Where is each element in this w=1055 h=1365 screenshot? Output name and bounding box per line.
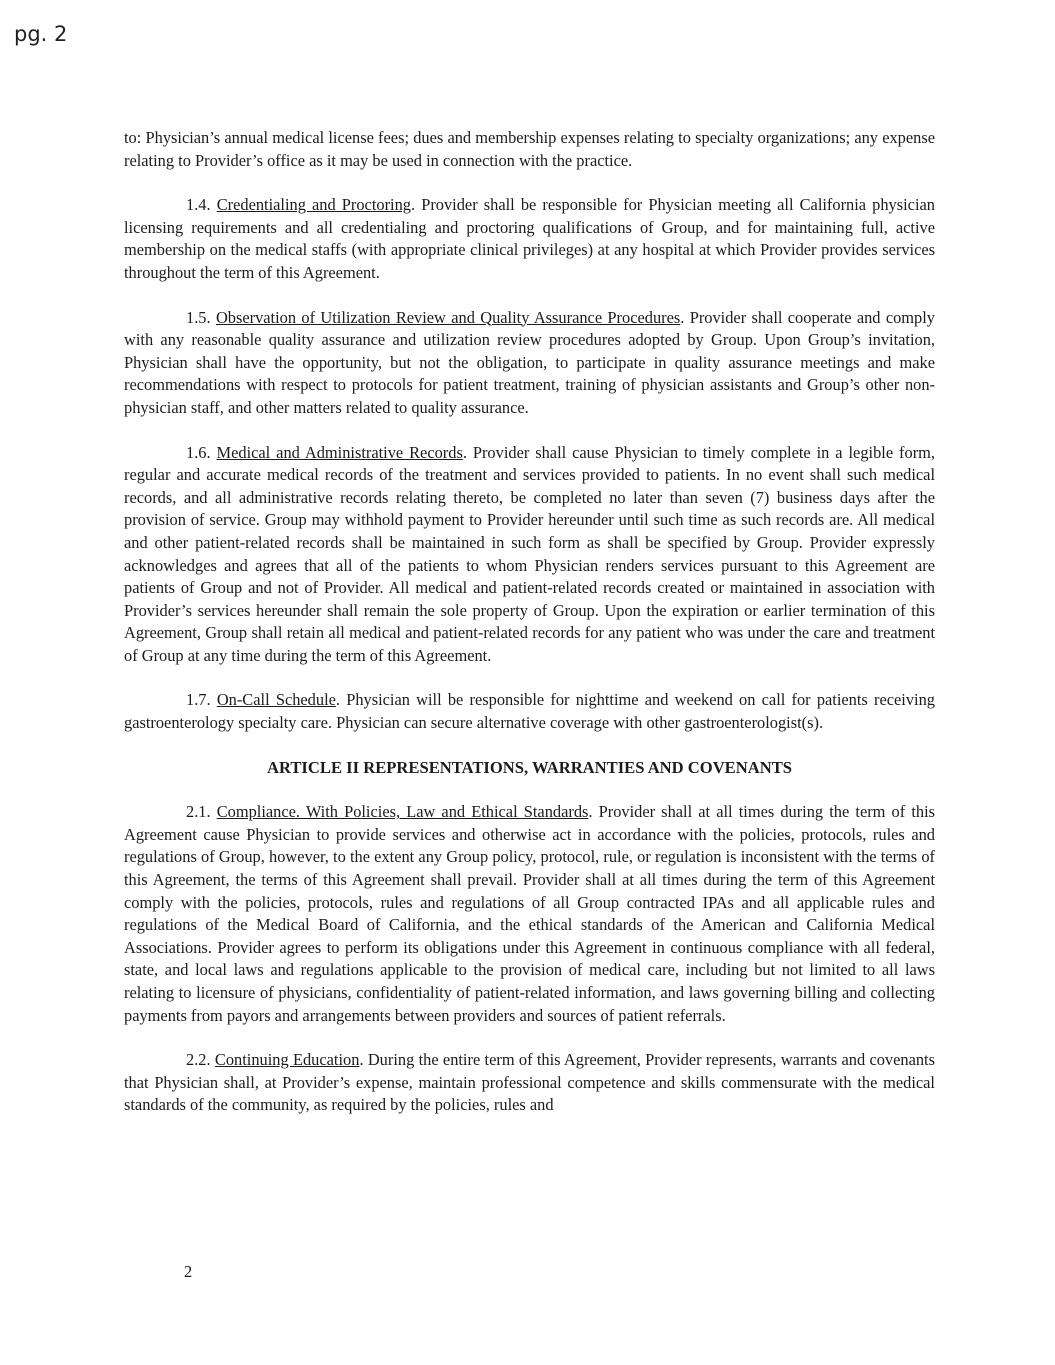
section-1-4 (124, 194, 935, 284)
section-number: 1.4. (186, 195, 211, 215)
section-title: On-Call Schedule (216, 690, 336, 710)
section-1-5 (124, 307, 935, 420)
section-title: Medical and Administrative Records (216, 442, 463, 462)
section-text: . Provider shall at all times during the term of this Agreement cause Physician to provide services and otherwise act in accordance with the policies, protocols, rules and regulations of Group, however, to the extent any Group policy, protocol, rule, or regulation is inconsistent with the terms of this Agreement, the terms of this Agreement shall prevail. Provider shall at all times during the term of this Agreement comply with the policies, protocols, rules and regulations of all Group contracted IPAs and all applicable rules and regulations of the Medical Board of California, and the ethical standards of the American and California Medical Associations. Provider agrees to perform its obligations under this Agreement in continuous compliance with all federal, state, and local laws and regulations applicable to the provision of medical care, including but not limited to all laws relating to licensure of physicians, confidentiality of patient-related information, and laws governing billing and collecting payments from payors and arrangements between providers and sources of patient referrals. (124, 802, 935, 1025)
section-number: 1.6. (186, 442, 211, 462)
paragraph-text: to: Physician’s annual medical license fees; dues and membership expenses relating to specialty organizations; any expense relating to Provider’s office as it may be used in connection with the practice. (124, 128, 935, 170)
section-text: . During the entire term of this Agreement, Provider represents, warrants and covenants that Physician shall, at Provider’s expense, maintain professional competence and skills commensurate with the medical standards of the community, as required by the policies, rules and (124, 1050, 935, 1115)
section-number: 2.2. (186, 1050, 211, 1070)
page-number: 2 (184, 1262, 193, 1281)
section-number: 1.7. (186, 690, 211, 710)
document-body (124, 127, 935, 1139)
section-text: . Provider shall cooperate and comply with any reasonable quality assurance and utilization review procedures adopted by Group. Upon Group’s invitation, Physician shall have the opportunity, but not the obligation, to participate in quality assurance meetings and make recommendations with respect to protocols for patient treatment, training of physician assistants and Group’s other non-physician staff, and other matters related to quality assurance. (124, 307, 935, 417)
section-1-6 (124, 442, 935, 668)
section-text: . Provider shall be responsible for Physician meeting all California physician licensing requirements and all credentialing and proctoring qualifications of Group, and for maintaining full, active membership on the medical staffs (with appropriate clinical privileges) at any hospital at which Provider provides services throughout the term of this Agreement. (124, 195, 935, 282)
section-number: 1.5. (186, 307, 211, 327)
section-title: Observation of Utilization Review and Quality Assurance Procedures (215, 307, 681, 327)
section-1-7 (124, 689, 935, 734)
section-text: . Physician will be responsible for nighttime and weekend on call for patients receiving gastroenterology specialty care. Physician can secure alternative coverage with other gastroenterologist(s). (124, 690, 935, 733)
section-title: Continuing Education (214, 1050, 360, 1070)
article-heading: ARTICLE II REPRESENTATIONS, WARRANTIES AND COVENANTS (266, 757, 792, 777)
section-number: 2.1. (186, 802, 211, 822)
section-2-2 (124, 1049, 935, 1117)
section-text: . Provider shall cause Physician to timely complete in a legible form, regular and accurate medical records of the treatment and services provided to patients. In no event shall such medical records, and all administrative records relating thereto, be completed no later than seven (7) business days after the provision of service. Group may withhold payment to Provider hereunder until such time as such records are. All medical and other patient-related records shall be maintained in such form as shall be specified by Group. Provider expressly acknowledges and agrees that all of the patients to whom Physician renders services pursuant to this Agreement are patients of Group and not of Provider. All medical and patient-related records created or maintained in association with Provider’s services hereunder shall remain the sole property of Group. Upon the expiration or earlier termination of this Agreement, Group shall retain all medical and patient-related records for any patient who was under the care and treatment of Group at any time during the term of this Agreement. (124, 442, 935, 665)
page-label: pg. 2 (14, 22, 68, 46)
section-title: Credentialing and Proctoring (216, 195, 411, 215)
section-2-1 (124, 801, 935, 1027)
paragraph-continuation (124, 127, 935, 172)
section-title: Compliance. With Policies, Law and Ethical Standards (216, 802, 589, 822)
